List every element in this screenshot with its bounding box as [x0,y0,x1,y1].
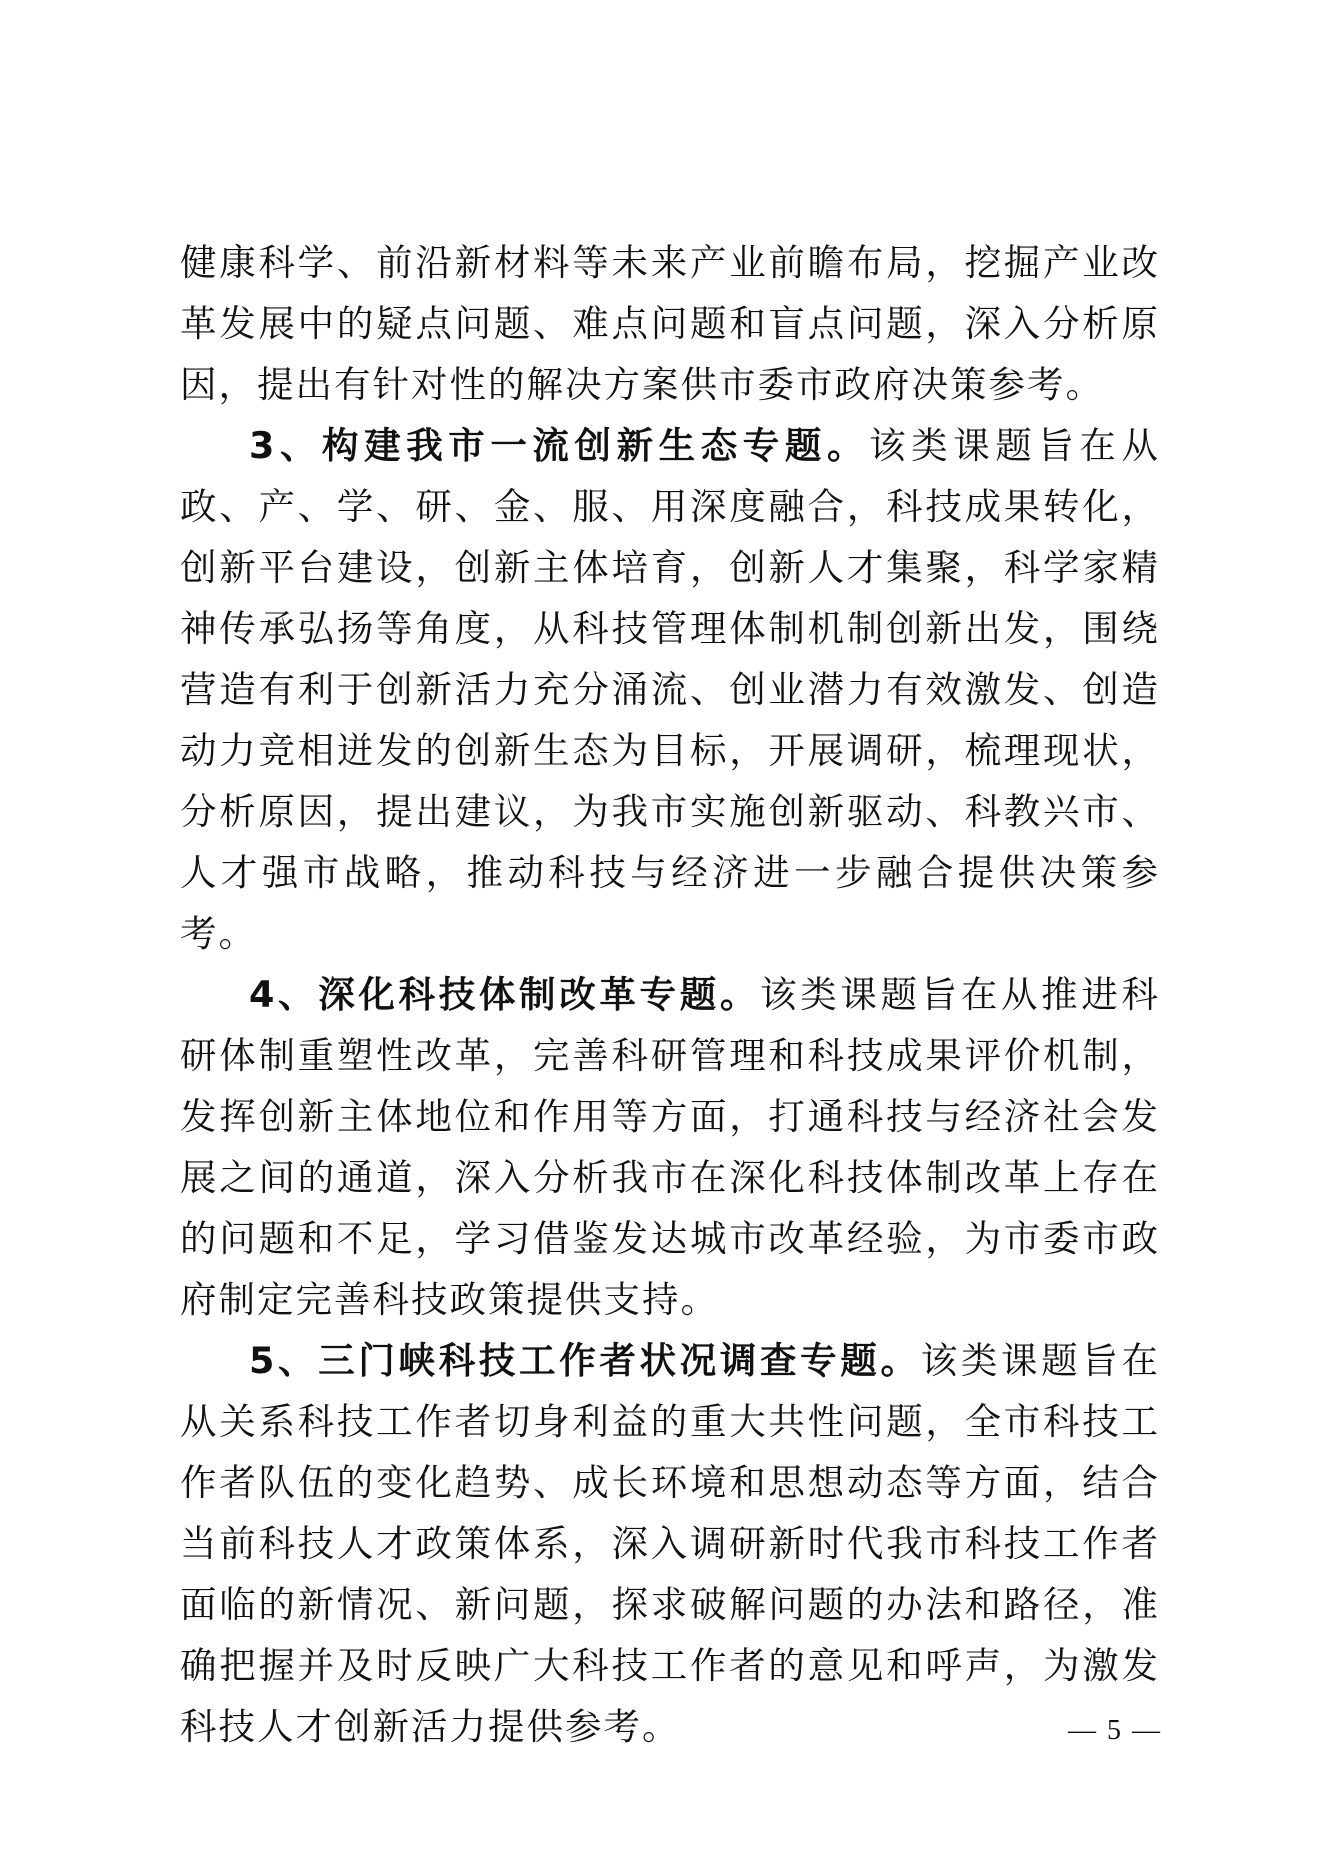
document-body [180,232,1160,1757]
topic-heading: 5、三门峡科技工作者状况调查专题。 [249,1339,921,1382]
page-number: — 5 — [1068,1715,1162,1746]
paragraph-topic-3 [180,415,1160,964]
paragraph-text: 该类课题旨在从推进科研体制重塑性改革，完善科研管理和科技成果评价机制，发挥创新主体地位和作用等方面，打通科技与经济社会发展之间的通道，深入分析我市在深化科技体制改革上存在的问题和不足，学习借鉴发达城市改革经验，为市委市政府制定完善科技政策提供支持。 [180,973,1161,1321]
paragraph-topic-5 [180,1330,1160,1757]
paragraph-topic-4 [180,964,1160,1330]
paragraph-text: 该类课题旨在从政、产、学、研、金、服、用深度融合，科技成果转化，创新平台建设，创新主体培育，创新人才集聚，科学家精神传承弘扬等角度，从科技管理体制机制创新出发，围绕营造有利于创新活力充分涌流、创业潜力有效激发、创造动力竞相迸发的创新生态为目标，开展调研，梳理现状，分析原因，提出建议，为我市实施创新驱动、科教兴市、人才强市战略，推动科技与经济进一步融合提供决策参考。 [180,424,1161,955]
topic-heading: 3、构建我市一流创新生态专题。 [249,424,870,467]
paragraph-text: 健康科学、前沿新材料等未来产业前瞻布局，挖掘产业改革发展中的疑点问题、难点问题和盲点问题，深入分析原因，提出有针对性的解决方案供市委市政府决策参考。 [180,241,1160,406]
paragraph-continuation [180,232,1160,415]
topic-heading: 4、深化科技体制改革专题。 [249,973,761,1016]
paragraph-text: 该类课题旨在从关系科技工作者切身利益的重大共性问题，全市科技工作者队伍的变化趋势、成长环境和思想动态等方面，结合当前科技人才政策体系，深入调研新时代我市科技工作者面临的新情况、新问题，探求破解问题的办法和路径，准确把握并及时反映广大科技工作者的意见和呼声，为激发科技人才创新活力提供参考。 [180,1339,1161,1748]
